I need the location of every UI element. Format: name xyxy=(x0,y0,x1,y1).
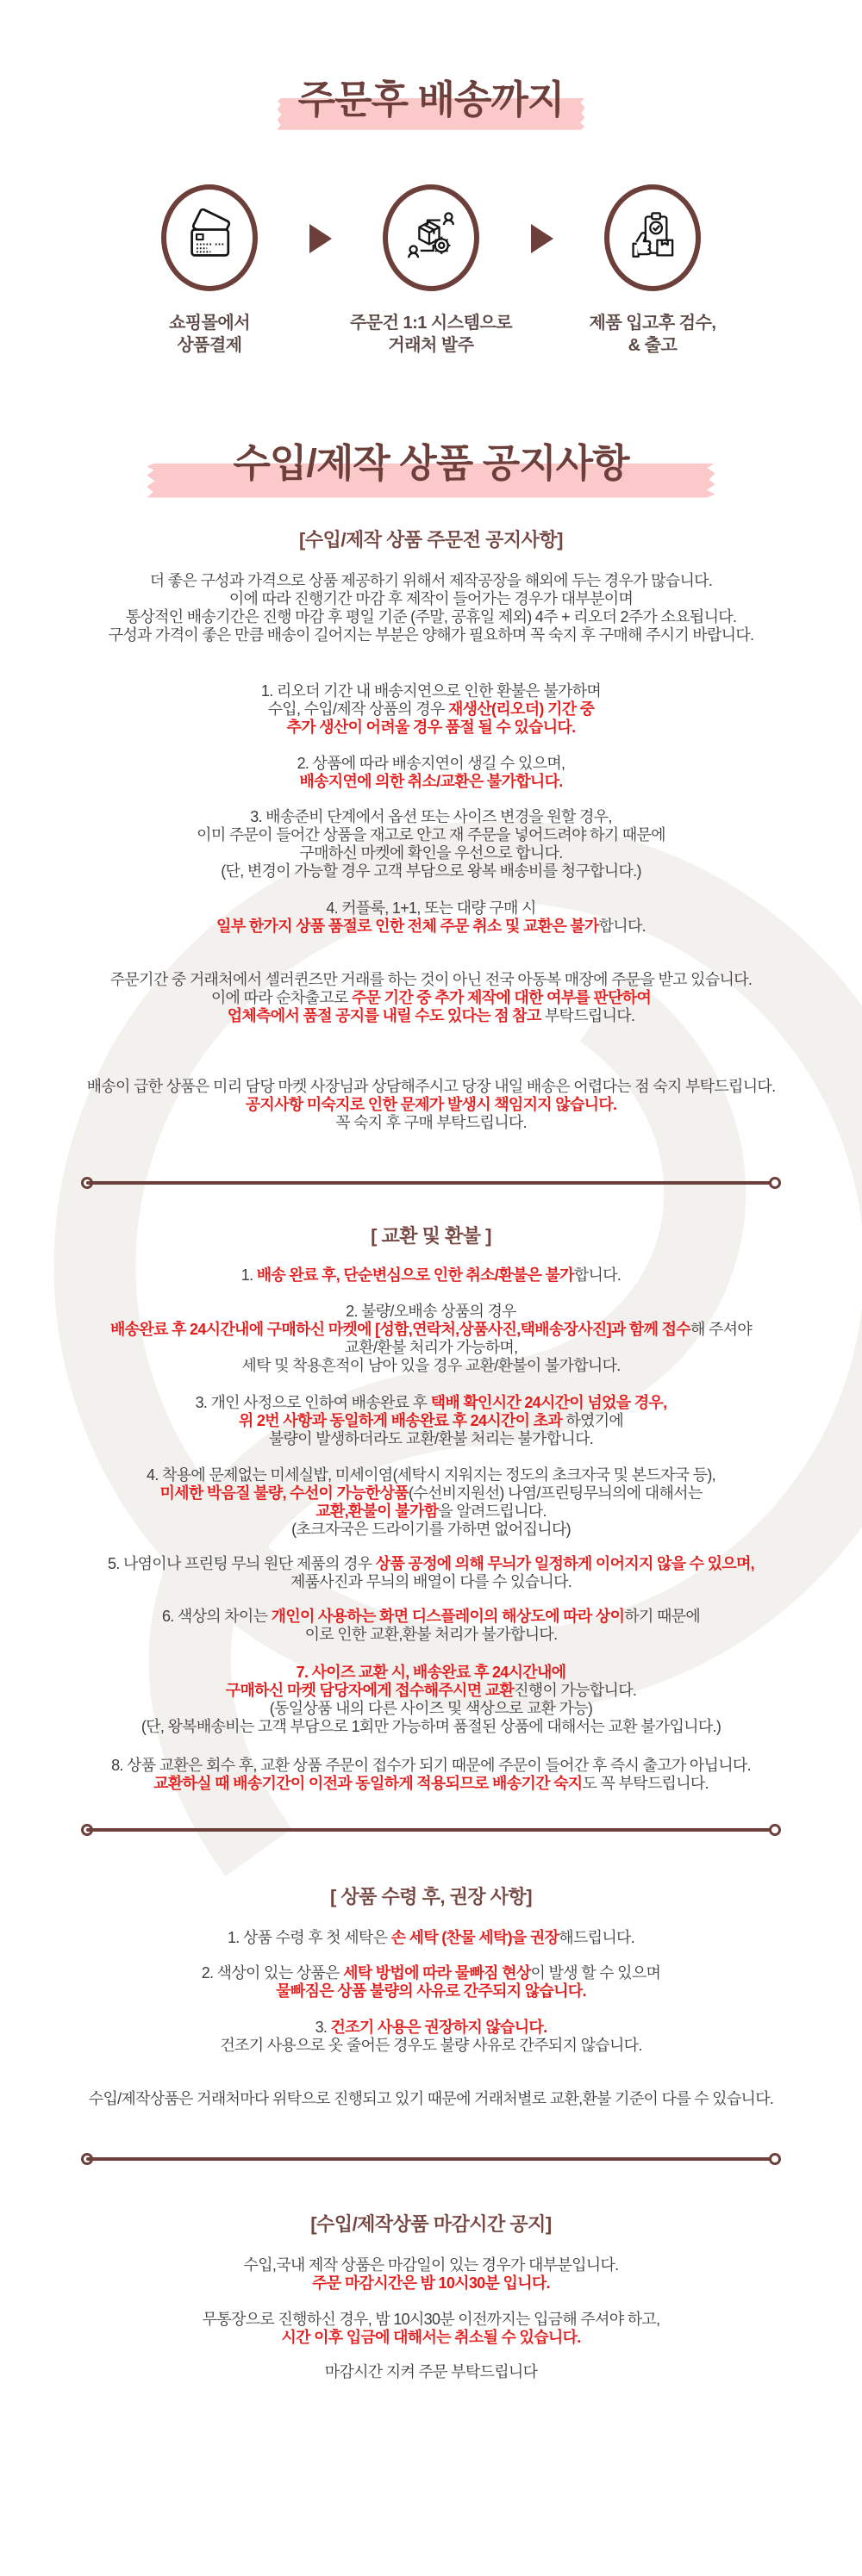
notice-line xyxy=(0,1626,862,1644)
body-text: 2. 색상이 있는 상품은 xyxy=(201,1963,344,1982)
body-text: 1. 리오더 기간 내 배송지연으로 인한 환불은 불가하며 xyxy=(260,681,602,700)
section-exchange-refund xyxy=(0,1225,862,1793)
notice-block xyxy=(0,2311,862,2347)
emphasis-text: 7. 사이즈 교환 시, 배송완료 후 24시간내에 xyxy=(296,1663,566,1681)
body-text: 수입, 수입/제작 상품의 경우 xyxy=(267,700,448,718)
emphasis-text: 구매하신 마켓 담당자에게 접수해주시면 교환 xyxy=(225,1681,515,1699)
notice-line xyxy=(0,1096,862,1114)
body-text: (단, 변경이 가능할 경우 고객 부담으로 왕복 배송비를 청구합니다.) xyxy=(221,862,641,880)
notice-block xyxy=(0,1303,862,1375)
body-text: 해드립니다. xyxy=(559,1928,635,1946)
step-payment xyxy=(117,184,303,357)
step-label-line2: 상품결제 xyxy=(177,335,242,355)
page-title: 주문후 배송까지 xyxy=(297,78,565,121)
notice-line xyxy=(0,2256,862,2274)
notice-line xyxy=(0,1929,862,1947)
notice-block xyxy=(0,1078,862,1132)
body-text: 무통장으로 진행하신 경우, 밤 10시30분 이전까지는 입금해 주셔야 하고, xyxy=(202,2310,660,2328)
notice-line xyxy=(0,1357,862,1375)
step-inspection xyxy=(560,184,746,357)
body-text: 하기 때문에 xyxy=(624,1607,701,1625)
step-circle xyxy=(383,184,479,291)
body-text: 불량이 발생하더라도 교환/환불 처리는 불가합니다. xyxy=(268,1429,594,1447)
notice-block xyxy=(0,2363,862,2381)
emphasis-text: 미세한 박음질 불량, 수선이 가능한상품 xyxy=(159,1484,409,1502)
notice-line xyxy=(0,2090,862,2108)
section-body xyxy=(0,572,862,1132)
body-text: 이로 인한 교환,환불 처리가 불가합니다. xyxy=(304,1625,558,1643)
notice-block xyxy=(0,2090,862,2108)
credit-card-icon xyxy=(180,208,239,267)
notice-line xyxy=(0,1521,862,1539)
notice-line xyxy=(0,1412,862,1430)
body-text: 1. 상품 수령 후 첫 세탁은 xyxy=(227,1928,391,1946)
step-label-line2: 거래처 발주 xyxy=(388,335,474,355)
notice-line xyxy=(0,1555,862,1573)
body-text: 제품사진과 무늬의 배열이 다를 수 있습니다. xyxy=(290,1572,572,1590)
body-text: (수선비지원선) 나염/프린팅무늬의에 대해서는 xyxy=(408,1484,703,1502)
body-text: 진행이 가능합니다. xyxy=(514,1681,637,1699)
notice-block xyxy=(0,971,862,1025)
emphasis-text: 일부 한가지 상품 품절로 인한 전체 주문 취소 및 교환은 불가 xyxy=(216,917,599,935)
step-order-system xyxy=(339,184,524,357)
notice-line xyxy=(0,1682,862,1700)
order-system-icon xyxy=(402,208,460,267)
body-text: 마감시간 지켜 주문 부탁드립니다 xyxy=(324,2362,538,2380)
notice-line xyxy=(0,2037,862,2055)
main-title-block xyxy=(0,78,862,122)
emphasis-text: 주문 마감시간은 밤 10시30분 입니다. xyxy=(312,2274,550,2292)
notice-line xyxy=(0,808,862,826)
inspection-icon xyxy=(623,208,682,267)
body-text: 주문기간 중 거래처에서 셀러퀸즈만 거래를 하는 것이 아닌 전국 아동복 매장에 주문을 받고 있습니다. xyxy=(109,970,753,988)
notice-line xyxy=(0,1466,862,1484)
body-text: 2. 상품에 따라 배송지연이 생길 수 있으며, xyxy=(297,754,565,772)
notice-block xyxy=(0,1266,862,1285)
emphasis-text: 추가 생산이 어려울 경우 품절 될 수 있습니다. xyxy=(286,718,576,736)
divider-end-ring xyxy=(769,2153,781,2165)
body-text: 수입,국내 제작 상품은 마감일이 있는 경우가 대부분입니다. xyxy=(243,2256,619,2274)
section-header: [수입/제작상품 마감시간 공지] xyxy=(310,2212,552,2235)
body-text: 을 알려드립니다. xyxy=(438,1502,547,1520)
body-text: 2. 불량/오배송 상품의 경우 xyxy=(346,1302,516,1320)
notice-block xyxy=(0,1929,862,1947)
notice-block xyxy=(0,2256,862,2293)
emphasis-text: 시간 이후 입금에 대해서는 취소될 수 있습니다. xyxy=(281,2328,581,2346)
body-text: 부탁드립니다. xyxy=(544,1006,635,1024)
notice-line xyxy=(0,2019,862,2037)
notice-block xyxy=(0,2019,862,2055)
divider-end-ring xyxy=(769,1824,781,1836)
body-text: 도 꼭 부탁드립니다. xyxy=(582,1774,709,1792)
notice-line xyxy=(0,590,862,608)
notice-block xyxy=(0,572,862,644)
body-text: 8. 상품 교환은 회수 후, 교환 상품 주문이 접수가 되기 때문에 주문이 들어간 후 즉시 출고가 아닙니다. xyxy=(111,1756,751,1774)
emphasis-text: 손 세탁 (찬물 세탁)을 권장 xyxy=(390,1928,559,1946)
notice-line xyxy=(0,1321,862,1339)
notice-line xyxy=(0,989,862,1007)
body-text: 3. 개인 사정으로 인하여 배송완료 후 xyxy=(195,1393,431,1411)
notice-line xyxy=(0,844,862,862)
body-text: (초크자국은 드라이기를 가하면 없어집니다) xyxy=(291,1520,571,1538)
emphasis-text: 교환하실 때 배송기간이 이전과 동일하게 적용되므로 배송기간 숙지 xyxy=(153,1774,583,1792)
notice-line xyxy=(0,826,862,844)
notice-line xyxy=(0,700,862,719)
emphasis-text: 배송지연에 의한 취소/교환은 불가합니다. xyxy=(299,772,563,790)
body-text: 하였기에 xyxy=(562,1411,624,1429)
notice-block xyxy=(0,899,862,936)
body-text: 세탁 및 착용흔적이 남아 있을 경우 교환/환불이 불가합니다. xyxy=(241,1356,621,1374)
notice-line xyxy=(0,1573,862,1591)
emphasis-text: 물빠짐은 상품 불량의 사유로 간주되지 않습니다. xyxy=(276,1982,586,2000)
step-circle xyxy=(161,184,258,291)
emphasis-text: 위 2번 사항과 동일하게 배송완료 후 24시간이 초과 xyxy=(238,1411,563,1429)
order-process-steps xyxy=(0,184,862,357)
section-body xyxy=(0,1929,862,2108)
body-text: 배송이 급한 상품은 미리 담당 마켓 사장님과 상담해주시고 당장 내일 배송은 어렵다는 점 숙지 부탁드립니다. xyxy=(86,1077,776,1095)
notice-block xyxy=(0,682,862,737)
body-text: 더 좋은 구성과 가격으로 상품 제공하기 위해서 제작공장을 해외에 두는 경우가 많습니다. xyxy=(149,571,713,589)
body-text: 3. 배송준비 단계에서 옵션 또는 사이즈 변경을 원할 경우, xyxy=(250,807,612,825)
notice-line xyxy=(0,862,862,880)
notice-line xyxy=(0,626,862,644)
notice-line xyxy=(0,2329,862,2347)
body-text: 이미 주문이 들어간 상품을 재고로 안고 재 주문을 넣어드려야 하기 때문에 xyxy=(197,825,665,843)
body-text: (동일상품 내의 다른 사이즈 및 색상으로 교환 가능) xyxy=(269,1699,593,1717)
body-text: 5. 나염이나 프린팅 무늬 원단 제품의 경우 xyxy=(108,1554,376,1572)
notice-line xyxy=(0,1303,862,1321)
emphasis-text: 공지사항 미숙지로 인한 문제가 발생시 책임지지 않습니다. xyxy=(245,1095,617,1113)
step-circle xyxy=(604,184,701,291)
section-preorder-notice xyxy=(0,529,862,1132)
body-text: 해 주셔야 xyxy=(690,1320,753,1338)
notice-line xyxy=(0,608,862,626)
divider-line xyxy=(86,2157,776,2161)
notice-line xyxy=(0,918,862,936)
body-text: 1. xyxy=(240,1266,257,1284)
section-deadline-notice xyxy=(0,2213,862,2381)
emphasis-text: 건조기 사용은 권장하지 않습니다. xyxy=(330,2018,547,2036)
emphasis-text: 재생산(리오더) 기간 중 xyxy=(447,700,595,718)
notice-line xyxy=(0,1757,862,1775)
emphasis-text: 주문 기간 중 추가 제작에 대한 여부를 판단하여 xyxy=(351,988,652,1006)
section-divider xyxy=(81,1177,781,1189)
notice-line xyxy=(0,2311,862,2329)
divider-end-ring xyxy=(769,1177,781,1189)
section-divider xyxy=(81,2153,781,2165)
section-body xyxy=(0,1266,862,1793)
arrow-right-icon xyxy=(531,224,553,253)
step-label-line1: 제품 입고후 검수, xyxy=(589,313,716,333)
body-text: 합니다. xyxy=(598,917,646,935)
emphasis-text: 배송완료 후 24시간내에 구매하신 마켓에 [성함,연락처,상품사진,택배송장사진]과 함께 접수 xyxy=(109,1320,690,1338)
emphasis-text: 개인이 사용하는 화면 디스플레이의 해상도에 따라 상이 xyxy=(271,1607,625,1625)
emphasis-text: 교환,환불이 불가함 xyxy=(315,1502,439,1520)
body-text: 이에 따라 순차출고로 xyxy=(210,988,352,1006)
body-text: 이에 따라 진행기간 마감 후 제작이 들어가는 경우가 대부분이며 xyxy=(228,589,634,607)
emphasis-text: 배송 완료 후, 단순변심으로 인한 취소/환불은 불가 xyxy=(256,1266,574,1284)
section-divider xyxy=(81,1824,781,1836)
notice-line xyxy=(0,971,862,989)
notice-line xyxy=(0,1007,862,1025)
notice-line xyxy=(0,2363,862,2381)
body-text: 이 발생 할 수 있으며 xyxy=(530,1963,661,1982)
section-header: [ 교환 및 환불 ] xyxy=(371,1224,491,1247)
notice-block xyxy=(0,1555,862,1591)
section-header: [ 상품 수령 후, 권장 사항] xyxy=(329,1885,533,1907)
section-body xyxy=(0,2256,862,2381)
notice-page xyxy=(0,78,862,2381)
notice-block xyxy=(0,1964,862,2000)
notice-line xyxy=(0,1718,862,1736)
emphasis-text: 상품 공정에 의해 무늬가 일정하게 이어지지 않을 수 있으며, xyxy=(375,1554,754,1572)
step-label-line1: 쇼핑몰에서 xyxy=(168,313,251,333)
notice-line xyxy=(0,1503,862,1521)
notice-banner xyxy=(0,441,862,486)
notice-block xyxy=(0,1608,862,1644)
notice-line xyxy=(0,1608,862,1626)
notice-line xyxy=(0,1114,862,1132)
body-text: 구매하신 마켓에 확인을 우선으로 합니다. xyxy=(299,843,563,862)
step-label xyxy=(590,312,716,357)
notice-title: 수입/제작 상품 공지사항 xyxy=(233,440,629,485)
section-care-recommendation xyxy=(0,1886,862,2108)
emphasis-text: 택배 확인시간 24시간이 넘었을 경우, xyxy=(430,1393,667,1411)
step-label-line2: & 출고 xyxy=(628,335,678,355)
body-text: 3. xyxy=(315,2018,331,2036)
body-text: (단, 왕복배송비는 고객 부담으로 1회만 가능하며 품절된 상품에 대해서는 교환 불가입니다.) xyxy=(141,1717,721,1735)
step-label xyxy=(169,312,250,357)
notice-line xyxy=(0,1339,862,1357)
notice-line xyxy=(0,899,862,918)
notice-line xyxy=(0,773,862,791)
notice-block xyxy=(0,1394,862,1448)
notice-line xyxy=(0,1430,862,1448)
notice-line xyxy=(0,1394,862,1412)
divider-line xyxy=(86,1828,776,1832)
notice-line xyxy=(0,1484,862,1503)
body-text: 꼭 숙지 후 구매 부탁드립니다. xyxy=(335,1113,527,1131)
body-text: 교환/환불 처리가 가능하며, xyxy=(344,1338,518,1356)
notice-line xyxy=(0,1775,862,1793)
notice-line xyxy=(0,719,862,737)
step-label-line1: 주문건 1:1 시스템으로 xyxy=(349,313,513,333)
notice-line xyxy=(0,1266,862,1285)
notice-block xyxy=(0,1664,862,1736)
divider-line xyxy=(86,1181,776,1185)
body-text: 합니다. xyxy=(573,1266,622,1284)
section-header: [수입/제작 상품 주문전 공지사항] xyxy=(299,528,563,551)
body-text: 4. 착용에 문제없는 미세실밥, 미세이염(세탁시 지워지는 정도의 초크자국 및 본드자국 등), xyxy=(147,1465,715,1484)
emphasis-text: 업체측에서 품절 공지를 내릴 수도 있다는 점 참고 xyxy=(227,1006,545,1024)
notice-line xyxy=(0,682,862,700)
notice-block xyxy=(0,1466,862,1539)
body-text: 구성과 가격이 좋은 만큼 배송이 길어지는 부분은 양해가 필요하며 꼭 숙지 후 구매해 주시기 바랍니다. xyxy=(108,625,754,644)
notice-block xyxy=(0,808,862,880)
step-label xyxy=(350,312,512,357)
body-text: 수입/제작상품은 거래처마다 위탁으로 진행되고 있기 때문에 거래처별로 교환,환불 기준이 다를 수 있습니다. xyxy=(88,2089,774,2107)
notice-line xyxy=(0,1700,862,1718)
notice-line xyxy=(0,1664,862,1682)
arrow-right-icon xyxy=(309,224,332,253)
notice-line xyxy=(0,572,862,590)
body-text: 4. 커플룩, 1+1, 또는 대량 구매 시 xyxy=(326,899,536,917)
notice-block xyxy=(0,755,862,791)
body-text: 6. 색상의 차이는 xyxy=(161,1607,272,1625)
notice-block xyxy=(0,1757,862,1793)
body-text: 통상적인 배송기간은 진행 마감 후 평일 기준 (주말, 공휴일 제외) 4주 + 리오더 2주가 소요됩니다. xyxy=(125,607,737,625)
notice-line xyxy=(0,1964,862,1982)
notice-line xyxy=(0,2274,862,2293)
body-text: 건조기 사용으로 옷 줄어든 경우도 불량 사유로 간주되지 않습니다. xyxy=(220,2036,642,2054)
notice-line xyxy=(0,755,862,773)
notice-line xyxy=(0,1078,862,1096)
notice-line xyxy=(0,1982,862,2000)
emphasis-text: 세탁 방법에 따라 물빠짐 현상 xyxy=(343,1963,531,1982)
